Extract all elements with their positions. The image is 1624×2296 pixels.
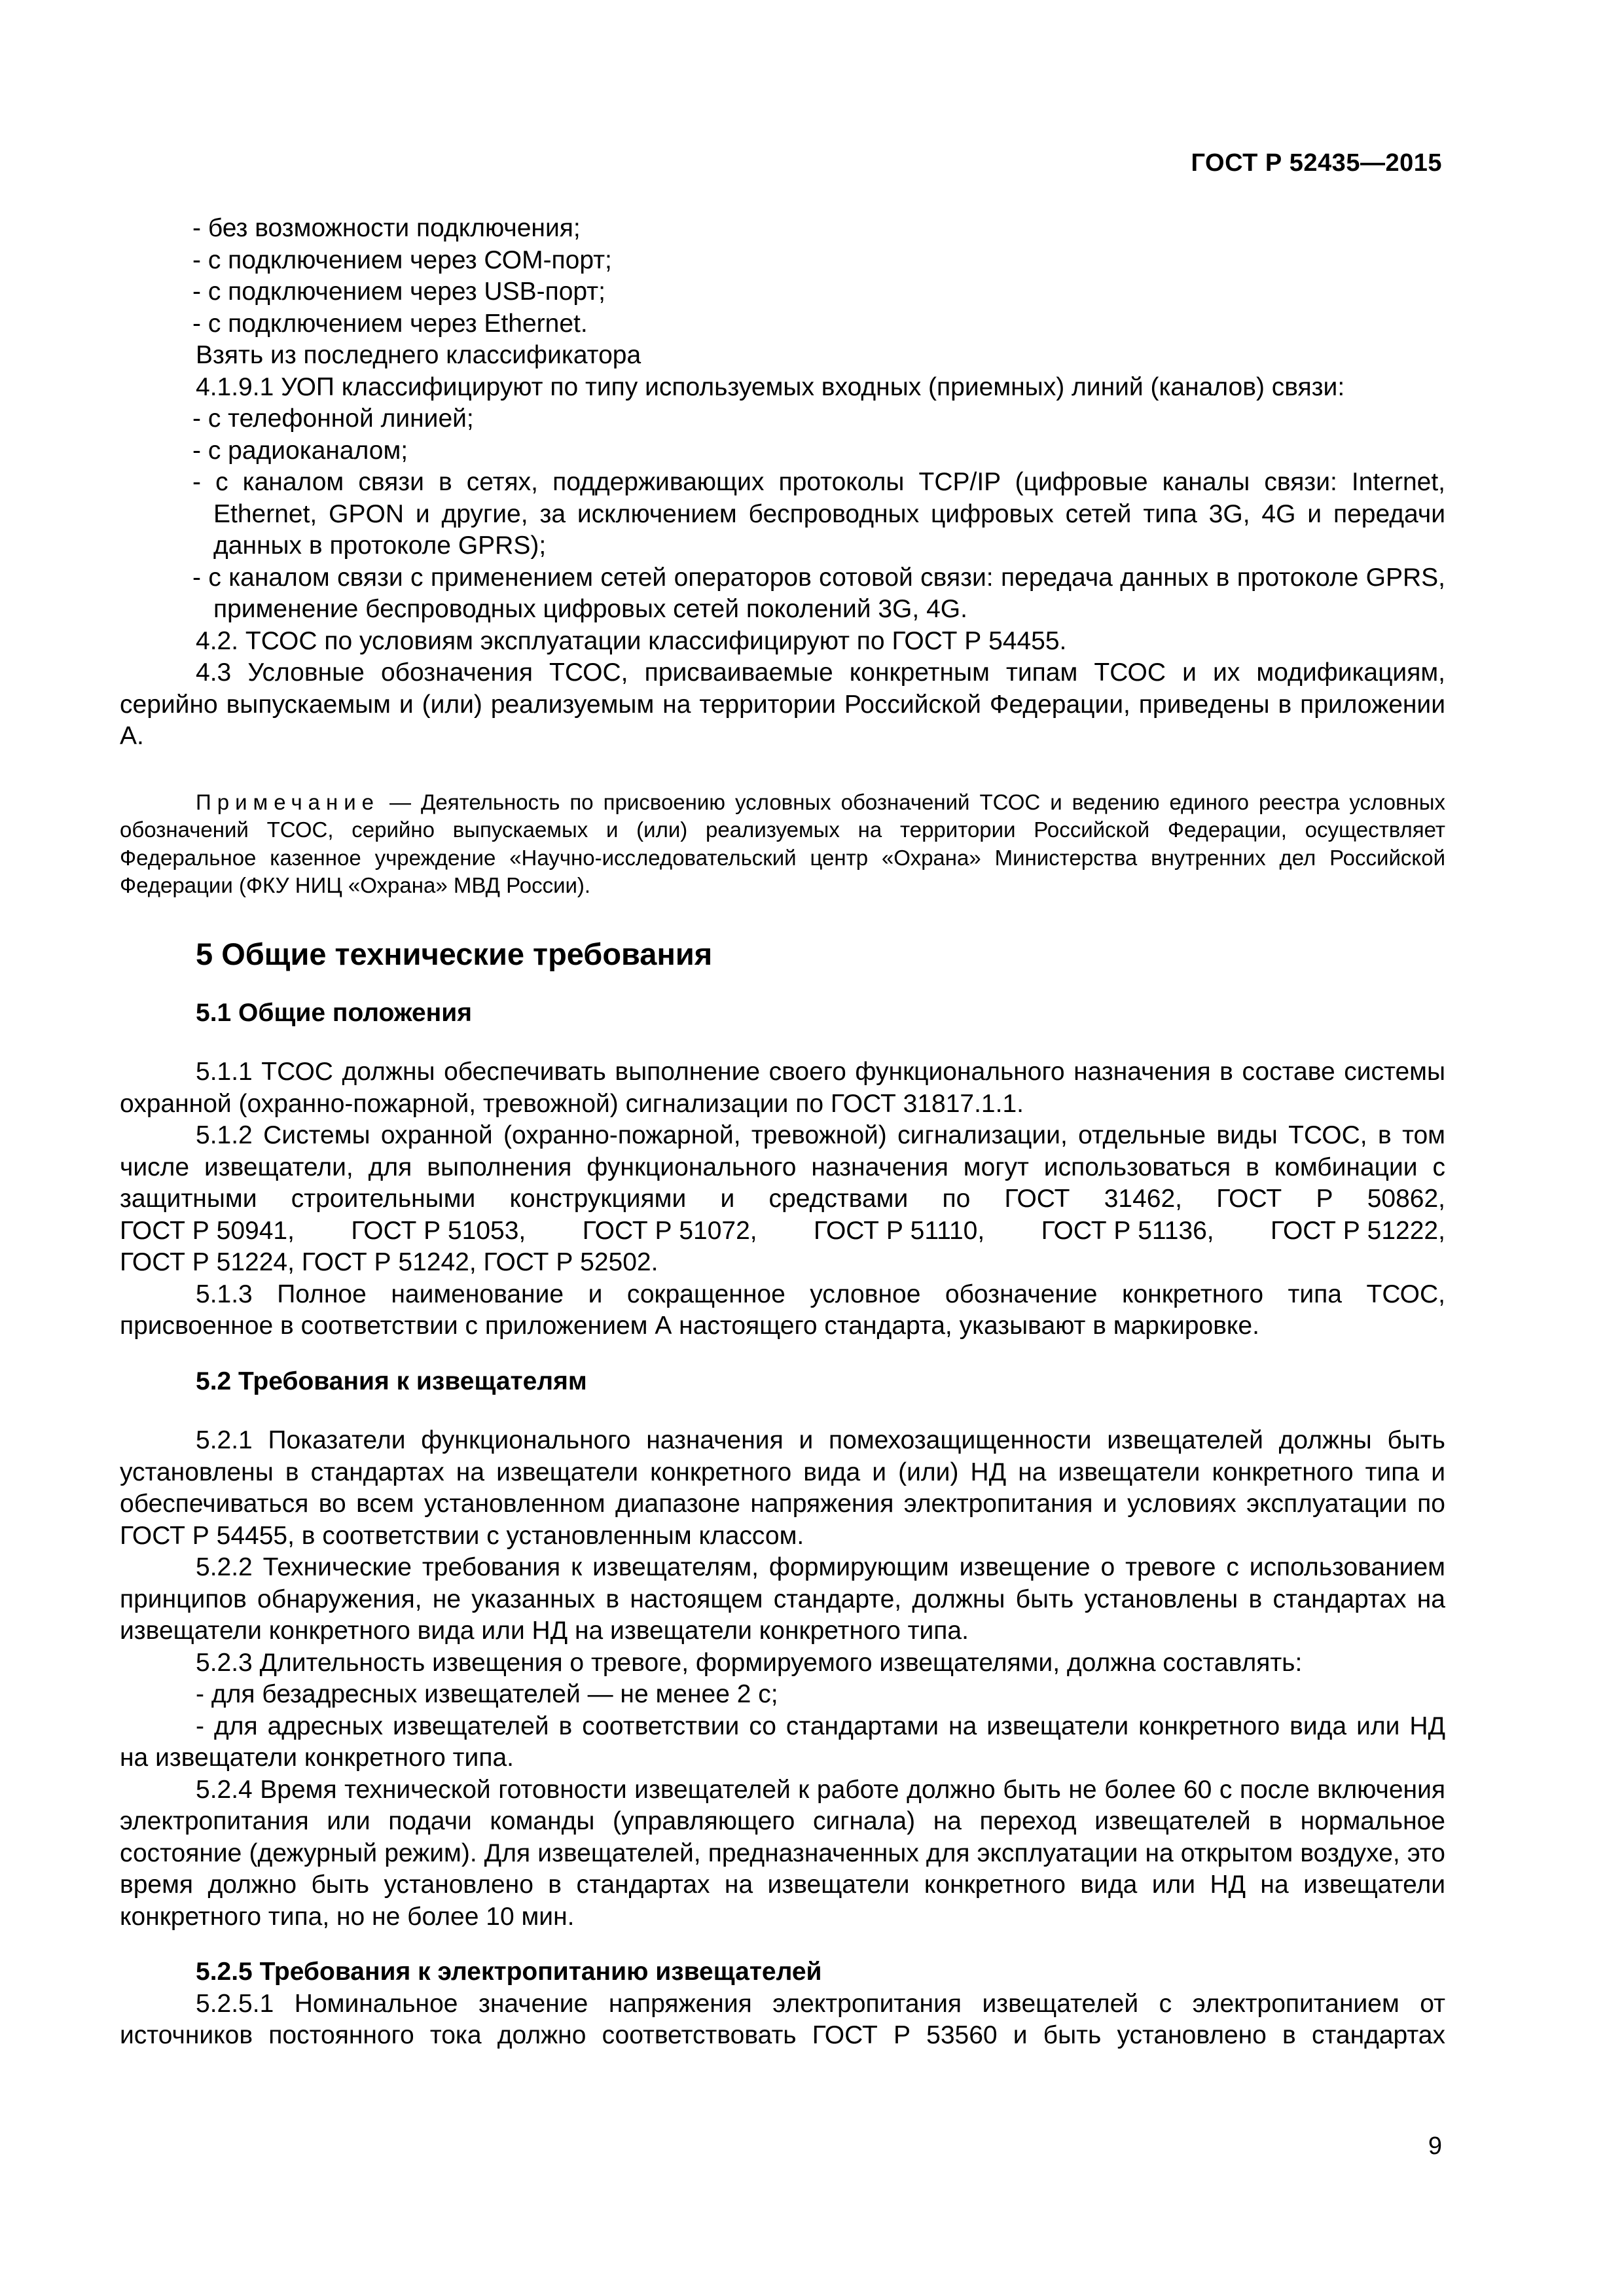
list-item: - с подключением через USB-порт; — [192, 278, 605, 306]
paragraph-5-1-1: 5.1.1 ТСОС должны обеспечивать выполнение своего функционального назначения в составе системы охранной (охранно-пожарной, тревожной) сигнализации по ГОСТ 31817.1.1. — [120, 1058, 1445, 1118]
paragraph-5-2-5-1: 5.2.5.1 Номинальное значение напряжения электропитания извещателей с электропитанием от источников постоянного тока должно соответствовать ГОСТ Р 53560 и быть установлено в стандартах — [120, 1989, 1445, 2049]
list-item: - с радиоканалом; — [192, 436, 408, 465]
list-item: - с телефонной линией; — [192, 404, 474, 433]
section-5-1-heading: 5.1 Общие положения — [196, 998, 472, 1027]
section-5-heading: 5 Общие технические требования — [196, 936, 713, 971]
editor-note: Взять из последнего классификатора — [196, 341, 641, 369]
section-5-2-heading: 5.2 Требования к извещателям — [196, 1367, 587, 1395]
paragraph-5-2-2: 5.2.2 Технические требования к извещателям, формирующим извещение о тревоге с использованием принципов обнаружения, не указанных в настоящем стандарте, должны быть установлены в стандартах на извещатели конкретного вида или НД на извещатели конкретного типа. — [120, 1553, 1445, 1645]
paragraph-4-1-9-1: 4.1.9.1 УОП классифицируют по типу используемых входных (приемных) линий (каналов) связи: — [196, 372, 1345, 401]
standard-reference: ГОСТ Р 51053, — [351, 1216, 526, 1245]
paragraph-5-2-3: 5.2.3 Длительность извещения о тревоге, формируемого извещателями, должна составлять: — [196, 1648, 1303, 1677]
standard-reference: ГОСТ Р 51222, — [1271, 1216, 1445, 1245]
paragraph-5-2-3-a: - для безадресных извещателей — не менее 2 с; — [196, 1680, 778, 1708]
list-item: - с каналом связи в сетях, поддерживающих протоколы TCP/IP (цифровые каналы связи: Internet, Ethernet, GPON и другие, за исключением беспроводных цифровых сетей типа 3G, 4G и передачи данных в протоколе GPRS); — [192, 468, 1445, 560]
paragraph-4-3: 4.3 Условные обозначения ТСОС, присваиваемые конкретным типам ТСОС и их модификациям, серийно выпускаемым и (или) реализуемым на территории Российской Федерации, приведены в приложении А. — [120, 658, 1445, 750]
paragraph-5-1-3: 5.1.3 Полное наименование и сокращенное условное обозначение конкретного типа ТСОС, присвоенное в соответствии с приложением А настоящего стандарта, указывают в маркировке. — [120, 1280, 1445, 1340]
page-content — [120, 213, 1445, 2052]
paragraph-5-2-3-b: - для адресных извещателей в соответствии со стандартами на извещатели конкретного вида или НД на извещатели конкретного типа. — [120, 1712, 1445, 1772]
paragraph-4-2: 4.2. ТСОС по условиям эксплуатации классифицируют по ГОСТ Р 54455. — [196, 626, 1067, 655]
document-header: ГОСТ Р 52435—2015 — [1191, 149, 1442, 177]
note — [120, 789, 1445, 900]
list-item: - с каналом связи с применением сетей операторов сотовой связи: передача данных в протоколе GPRS, применение беспроводных цифровых сетей поколений 3G, 4G. — [192, 563, 1445, 623]
standard-reference: ГОСТ Р 51136, — [1041, 1216, 1214, 1245]
page-number: 9 — [1428, 2132, 1442, 2160]
note-label: Примечание — [196, 789, 380, 814]
note-text: — Деятельность по присвоению условных обозначений ТСОС и ведению единого реестра условных обозначений ТСОС, серийно выпускаемых и (или) реализуемых на территории Российской Федерации, осуществляет Федеральное казенное учреждение «Научно-исследовательский центр «Охрана» Министерства внутренних дел Российской Федерации (ФКУ НИЦ «Охрана» МВД России). — [120, 789, 1445, 897]
standards-references-line — [120, 1215, 1445, 1247]
list-item: - с подключением через Ethernet. — [192, 309, 588, 338]
paragraph-5-1-2: 5.1.2 Системы охранной (охранно-пожарной, тревожной) сигнализации, отдельные виды ТСОС, в том числе извещатели, для выполнения функционального назначения могут использоваться в комбинации с защитными строительными конструкциями и средствами по ГОСТ 31462, ГОСТ Р 50862, — [120, 1121, 1445, 1213]
section-5-2-5-heading: 5.2.5 Требования к электропитанию извещателей — [196, 1958, 822, 1986]
list-item: - без возможности подключения; — [192, 214, 581, 242]
list-item: - с подключением через СОМ-порт; — [192, 245, 612, 274]
paragraph-5-2-1: 5.2.1 Показатели функционального назначения и помехозащищенности извещателей должны быть установлены в стандартах на извещатели конкретного вида и (или) НД на извещатели конкретного типа и обеспечиваться во всем установленном диапазоне напряжения электропитания и условиях эксплуатации по ГОСТ Р 54455, в соответствии с установленным классом. — [120, 1426, 1445, 1550]
standard-reference: ГОСТ Р 50941, — [120, 1216, 295, 1245]
paragraph-5-2-4: 5.2.4 Время технической готовности извещателей к работе должно быть не более 60 с после включения электропитания или подачи команды (управляющего сигнала) на переход извещателей в нормальное состояние (дежурный режим). Для извещателей, предназначенных для эксплуатации на открытом воздухе, это время должно быть установлено в стандартах на извещатели конкретного вида или НД на извещатели конкретного типа, но не более 10 мин. — [120, 1775, 1445, 1931]
standard-reference: ГОСТ Р 51072, — [582, 1216, 757, 1245]
standards-references-end: ГОСТ Р 51224, ГОСТ Р 51242, ГОСТ Р 52502. — [120, 1248, 659, 1276]
standard-reference: ГОСТ Р 51110, — [814, 1216, 985, 1245]
